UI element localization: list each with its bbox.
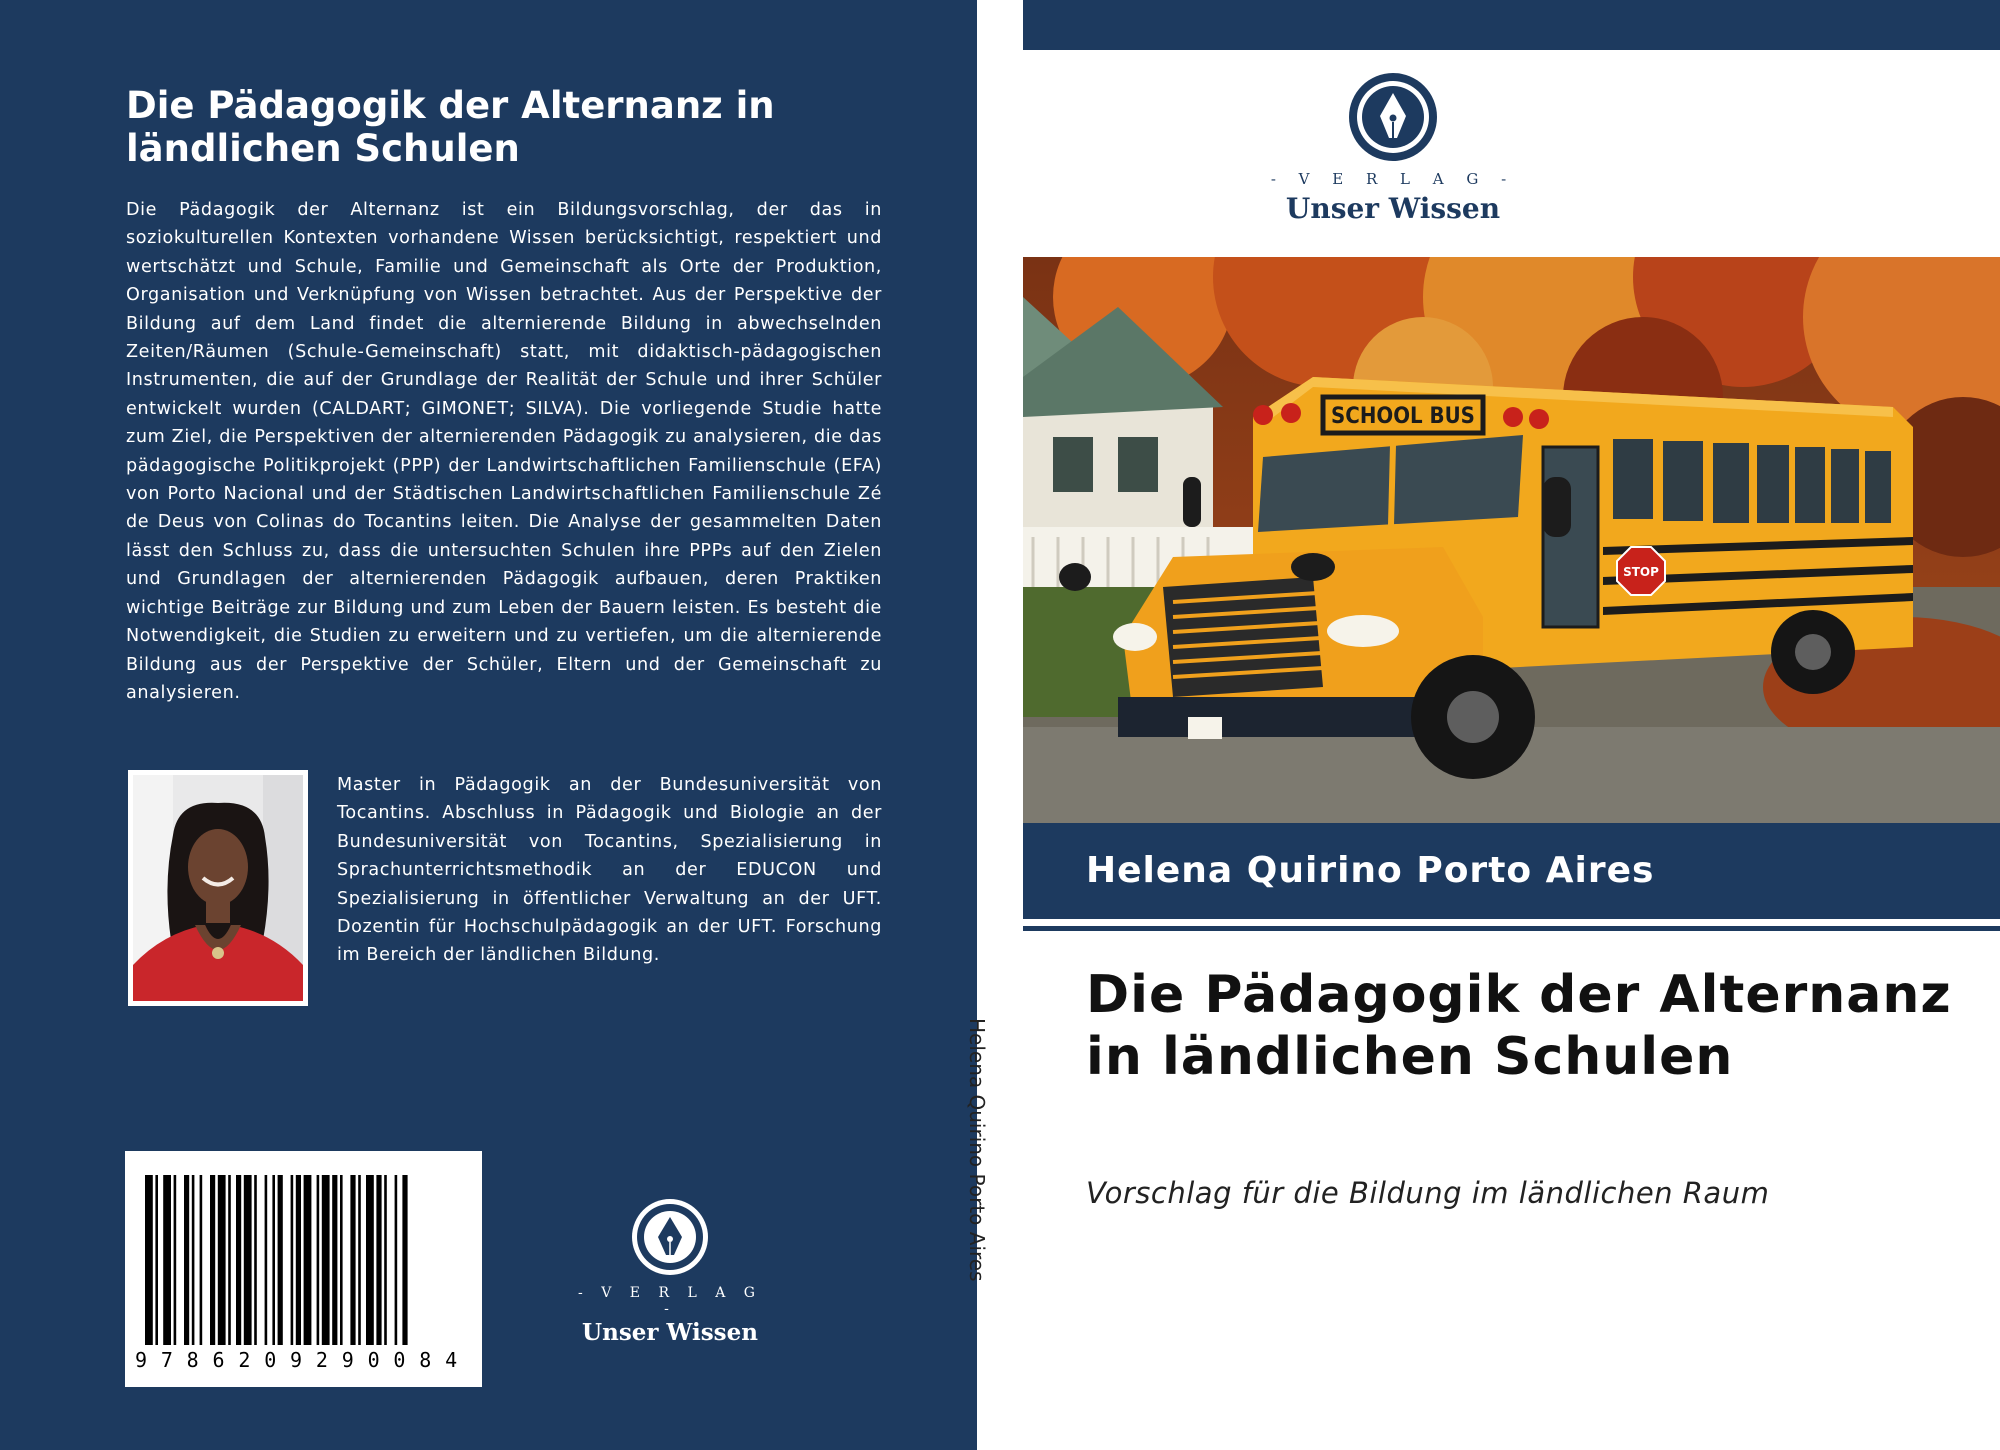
barcode-icon [145, 1175, 461, 1345]
front-cover-subtitle: Vorschlag für die Bildung im ländlichen Raum [1086, 1176, 1770, 1210]
author-portrait-image [133, 775, 303, 1001]
front-cover-title: Die Pädagogik der Alternanz in ländlichen Schulen [1086, 965, 1952, 1087]
front-publisher-logo [1263, 72, 1523, 225]
stop-sign-text: STOP [1623, 565, 1659, 579]
front-top-band [1023, 0, 2000, 50]
school-bus-photo [1023, 257, 2000, 823]
front-author-name: Helena Quirino Porto Aires [1086, 850, 1655, 891]
spine-author: Helena Quirino Porto Aires [965, 1018, 989, 1282]
back-publisher-verlag: - V E R L A G - [578, 1285, 762, 1317]
author-band [1023, 823, 2000, 919]
fountain-pen-nib-logo-icon [1348, 72, 1438, 162]
divider-line [1023, 926, 2000, 931]
isbn-barcode [125, 1151, 482, 1387]
back-publisher-name: Unser Wissen [582, 1319, 758, 1346]
bus-sign-text: SCHOOL BUS [1331, 404, 1475, 429]
front-cover [1023, 0, 2000, 1450]
isbn-number: 9786209290084 [135, 1348, 471, 1372]
fountain-pen-nib-logo-icon [630, 1197, 710, 1277]
back-cover [0, 0, 977, 1450]
author-photo [128, 770, 308, 1006]
back-publisher-logo [570, 1197, 770, 1346]
front-publisher-verlag: - V E R L A G - [1270, 170, 1516, 188]
back-cover-blurb: Die Pädagogik der Alternanz ist ein Bildungsvorschlag, der das in soziokulturellen Kontexten vorhandene Wissen berücksichtigt, respektiert und wertschätzt und Schule, Familie und Gemeinschaft als Orte der Produktion, Organisation und Verknüpfung von Wissen betrachtet. Aus der Perspektive der Bildung auf dem Land findet die alternierende Bildung in abwechselnden Zeiten/Räumen (Schule-Gemeinschaft) statt, mit didaktisch-pädagogischen Instrumenten, die auf der Grundlage der Realität der Schule und ihrer Schüler entwickelt wurden (CALDART; GIMONET; SILVA). Die vorliegende Studie hatte zum Ziel, die Perspektiven der alternierenden Pädagogik zu analysieren, die das pädagogische Politikprojekt (PPP) der Landwirtschaftlichen Familienschule (EFA) von Porto Nacional und der Städtischen Landwirtschaftlichen Familienschule Zé de Deus von Colinas do Tocantins leiten. Die Analyse der gesammelten Daten lässt den Schluss zu, dass die untersuchten Schulen ihre PPPs auf den Zielen und Grundlagen der alternierenden Pädagogik aufbauen, deren Praktiken wichtige Beiträge zur Bildung und zum Leben der Bauern leisten. Es besteht die Notwendigkeit, die Studien zu erweitern und zu vertiefen, um die alternierende Bildung aus der Perspektive der Schüler, Eltern und der Gemeinschaft zu analysieren. [126, 200, 882, 703]
author-bio: Master in Pädagogik an der Bundesuniversität von Tocantins. Abschluss in Pädagogik und Biologie an der Bundesuniversität von Tocantins, Spezialisierung in Sprachunterrichtsmethodik an der EDUCON und Spezialisierung in öffentlicher Verwaltung an der UFT. Dozentin für Hochschulpädagogik an der UFT. Forschung im Bereich der ländlichen Bildung. [337, 775, 882, 966]
front-publisher-name: Unser Wissen [1285, 192, 1501, 225]
back-cover-title: Die Pädagogik der Alternanz in ländlichen Schulen [126, 84, 775, 170]
